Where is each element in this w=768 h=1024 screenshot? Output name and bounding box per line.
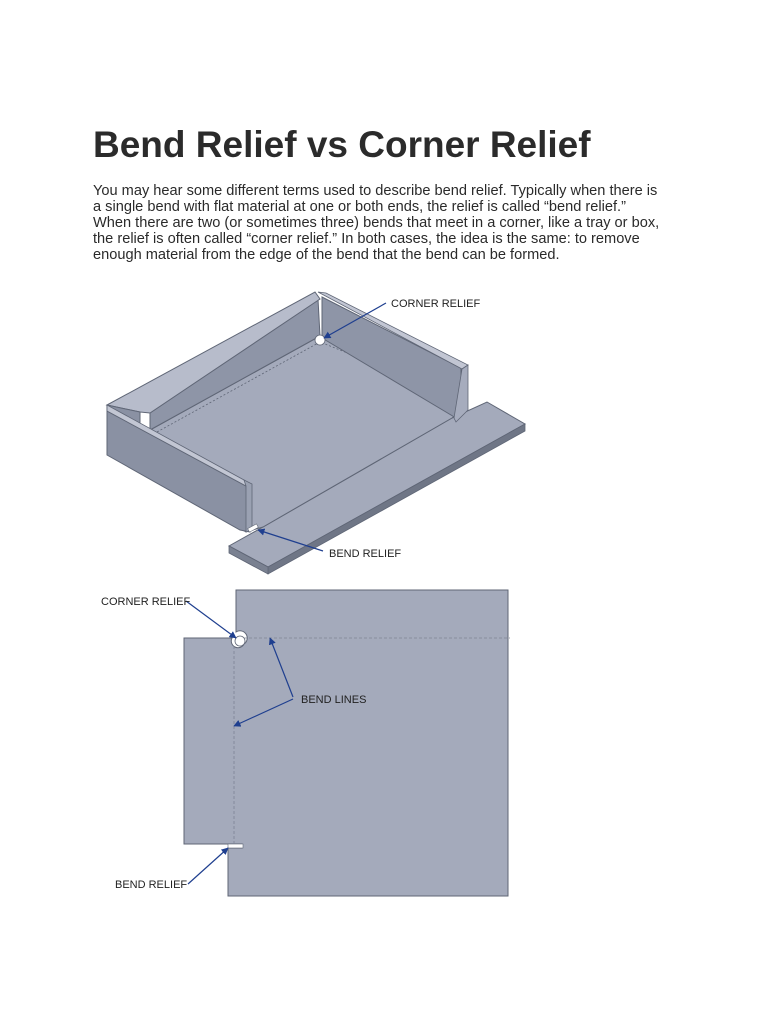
body-line: a single bend with flat material at one or both ends, the relief is called “bend relief.”	[93, 199, 626, 215]
body-line: You may hear some different terms used to describe bend relief. Typically when there is	[93, 183, 658, 199]
bend-relief-slot	[228, 844, 243, 848]
body-line: enough material from the edge of the bend that the bend can be formed.	[93, 247, 560, 263]
corner-relief-label: CORNER RELIEF	[391, 298, 481, 310]
isometric-tray-figure	[0, 280, 768, 580]
bend-relief-label: BEND RELIEF	[329, 548, 402, 560]
corner-relief-hole	[315, 335, 325, 345]
corner-relief-hole	[235, 636, 245, 646]
body-line: When there are two (or sometimes three) bends that meet in a corner, like a tray or box,	[93, 215, 660, 231]
corner-relief-label: CORNER RELIEF	[101, 596, 191, 608]
corner-relief-arrow	[186, 601, 236, 638]
bend-relief-arrow	[188, 848, 228, 884]
flat-pattern-figure	[0, 580, 768, 900]
body-line: the relief is often called “corner relief.” In both cases, the idea is the same: to remove	[93, 231, 640, 247]
bend-lines-label: BEND LINES	[301, 694, 367, 706]
bend-relief-label: BEND RELIEF	[115, 879, 188, 891]
page-title: Bend Relief vs Corner Relief	[93, 124, 591, 165]
body-paragraph	[93, 183, 693, 263]
